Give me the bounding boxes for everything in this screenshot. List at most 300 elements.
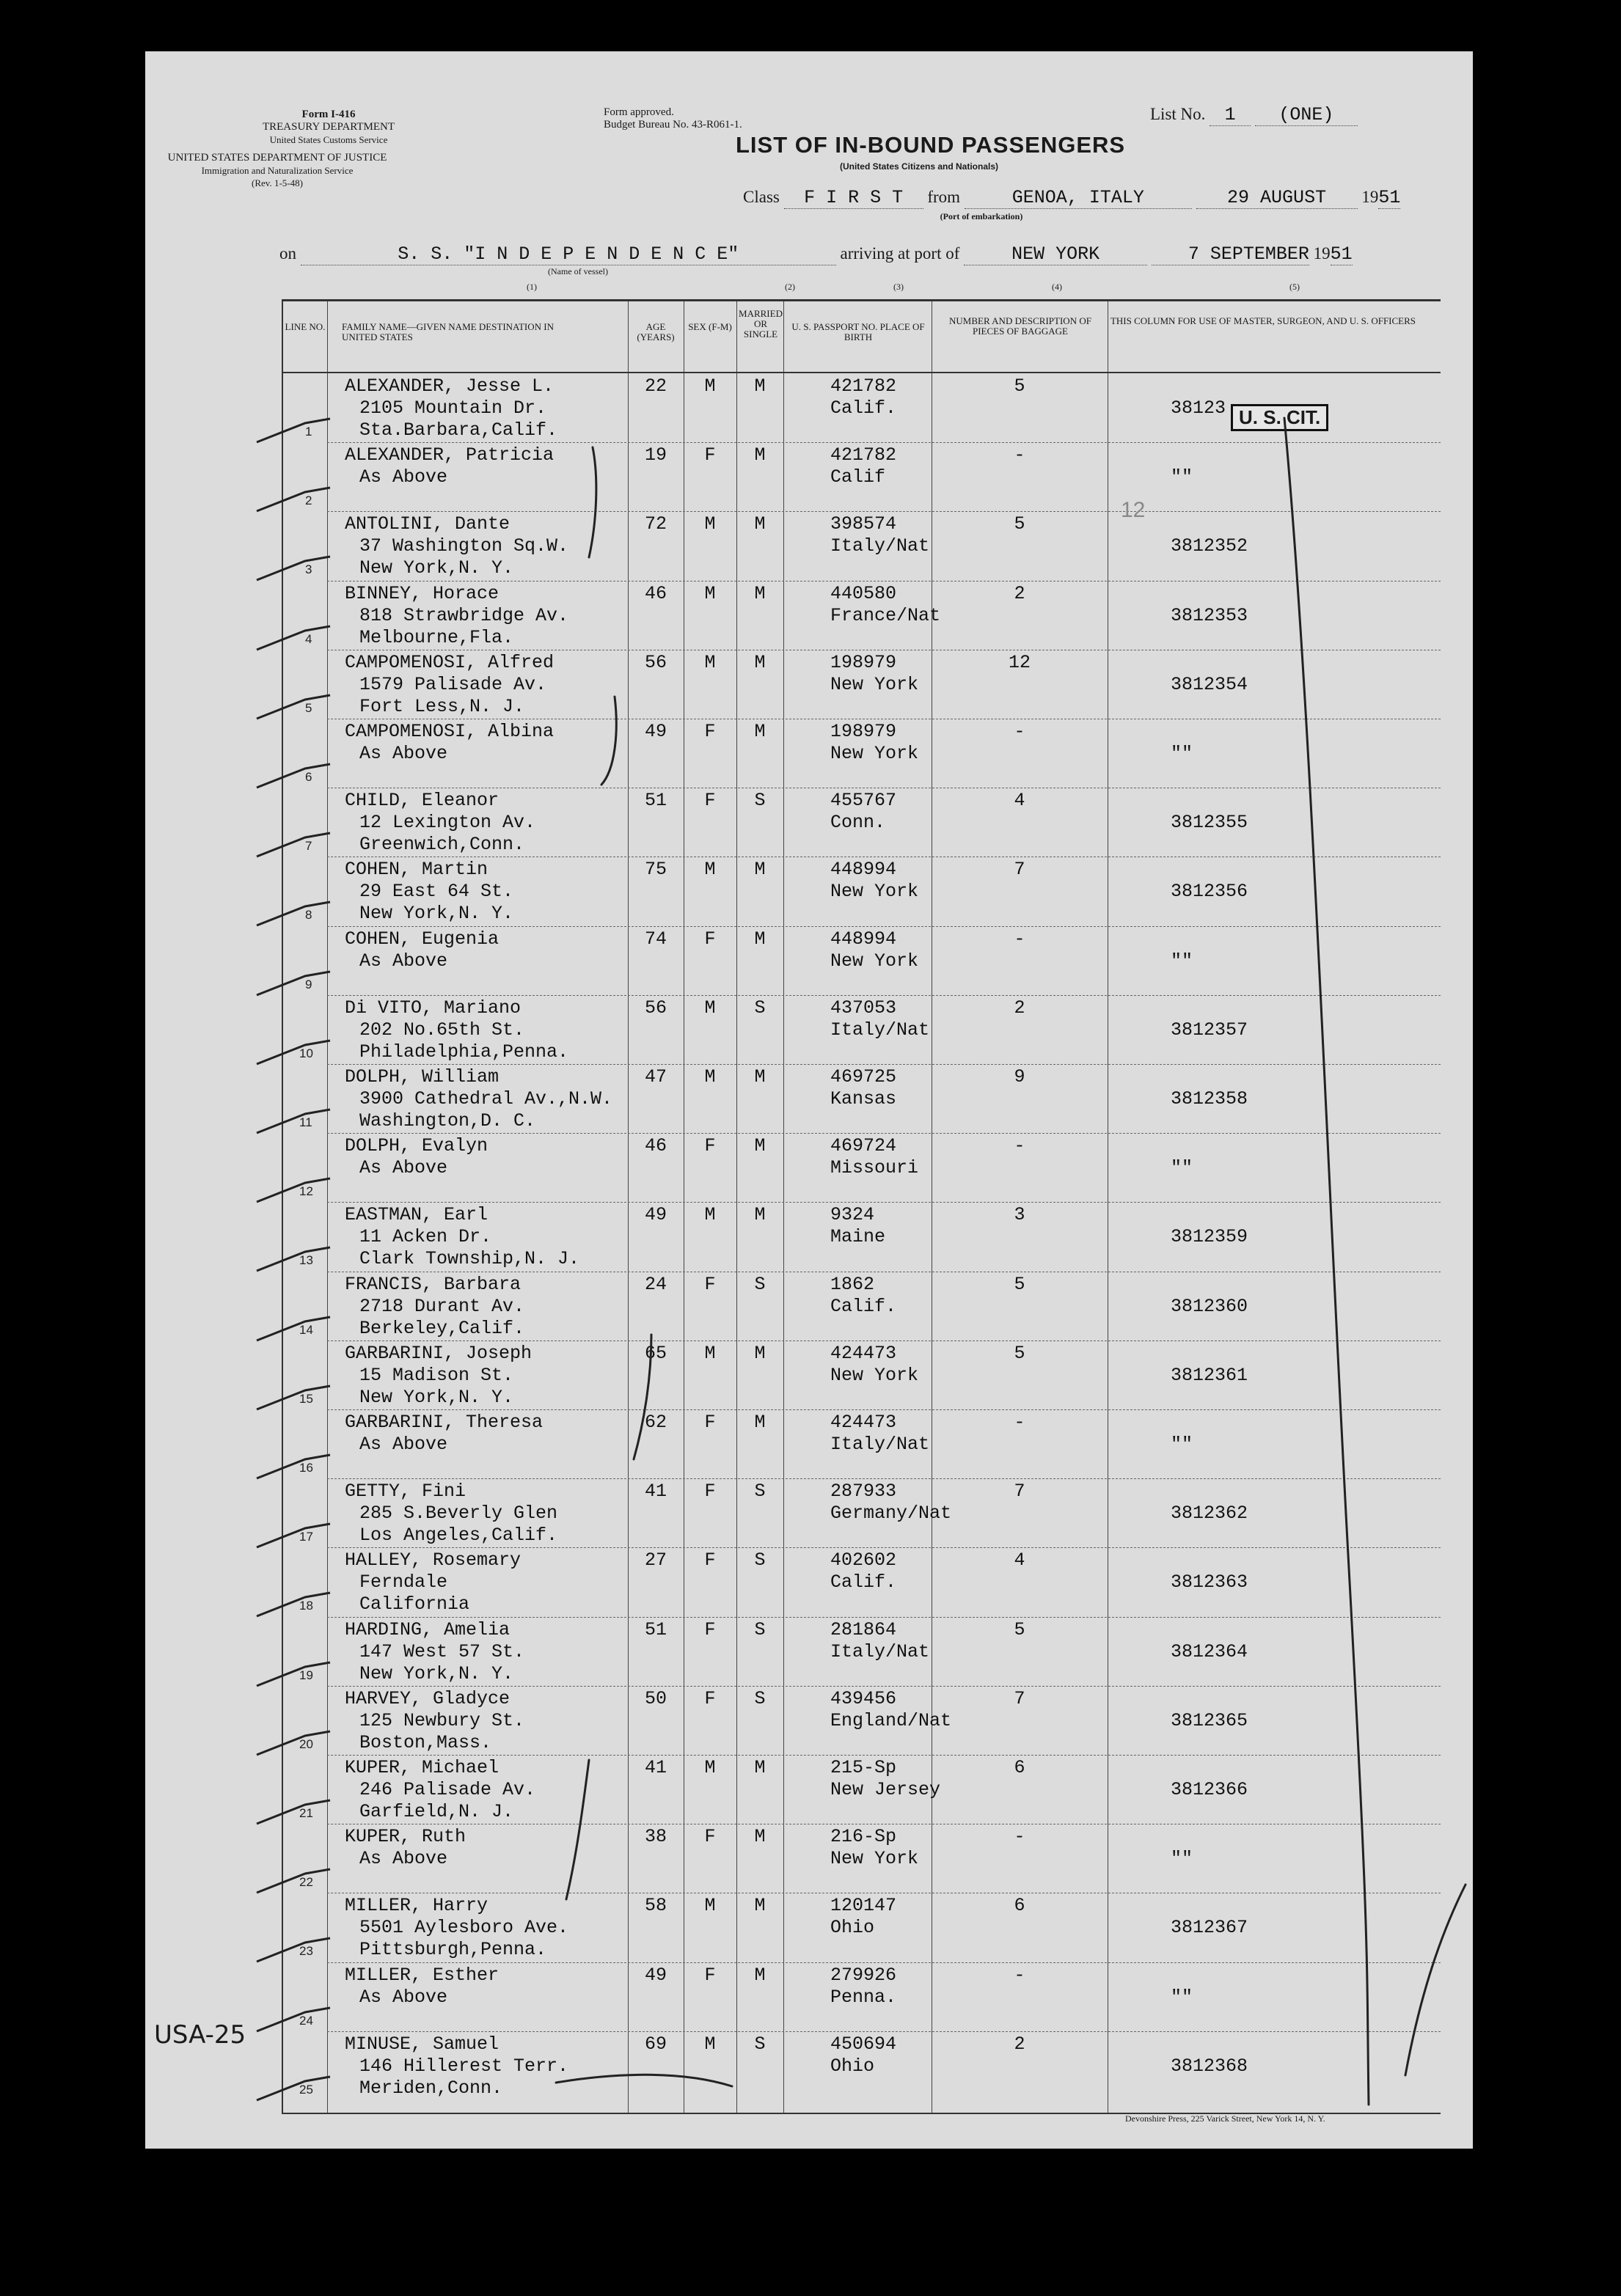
cell-name: MINUSE, Samuel (345, 2033, 500, 2055)
cell-sex: F (704, 1687, 716, 1709)
cell-passport: 421782 (830, 444, 897, 466)
cell-passport: 424473 (830, 1342, 897, 1364)
printer-imprint: Devonshire Press, 225 Varick Street, New York 14, N. Y. (1125, 2113, 1325, 2124)
line-number: 1 (305, 425, 312, 439)
cell-sex: M (704, 1342, 716, 1364)
cell-birth: Calif. (830, 397, 897, 419)
cell-addr1: 2105 Mountain Dr. (359, 397, 547, 419)
header-age: AGE (YEARS) (637, 321, 675, 342)
header-name: FAMILY NAME—GIVEN NAME DESTINATION IN UNITED STATES (342, 321, 555, 342)
cell-ms: M (754, 859, 766, 881)
cell-addr1: 37 Washington Sq.W. (359, 535, 569, 557)
cell-addr2: Fort Less,N. J. (359, 695, 525, 717)
cell-age: 46 (644, 582, 667, 604)
cell-sex: F (704, 928, 716, 950)
cell-sex: M (704, 2033, 716, 2055)
cell-name: DOLPH, William (345, 1066, 500, 1088)
cell-addr2: Greenwich,Conn. (359, 834, 525, 856)
cell-sex: M (704, 1066, 716, 1088)
cell-officer: "" (1171, 1434, 1193, 1455)
cell-passport: 437053 (830, 997, 897, 1019)
cell-birth: Kansas (830, 1088, 897, 1110)
cell-ms: M (754, 1412, 766, 1433)
cell-addr2: Sta.Barbara,Calif. (359, 419, 558, 441)
port-embark-note: (Port of embarkation) (940, 211, 1023, 221)
col-num-4: (4) (1052, 282, 1062, 292)
cell-addr2: Clark Township,N. J. (359, 1248, 580, 1270)
cell-birth: France/Nat (830, 604, 941, 626)
arrival-port: NEW YORK (964, 243, 1147, 265)
cell-name: ALEXANDER, Patricia (345, 444, 555, 466)
cell-sex: F (704, 1481, 716, 1503)
cell-bags: 7 (1014, 1481, 1025, 1503)
cell-addr1: As Above (359, 1986, 448, 2008)
cell-passport: 448994 (830, 859, 897, 881)
line-number: 14 (299, 1322, 313, 1337)
cell-name: MILLER, Harry (345, 1895, 489, 1917)
cell-officer: 3812352 (1171, 535, 1248, 557)
cell-ms: M (754, 444, 766, 466)
cell-passport: 448994 (830, 928, 897, 950)
cell-ms: M (754, 651, 766, 673)
cell-birth: New York (830, 1364, 919, 1386)
cell-ms: M (754, 721, 766, 742)
cell-addr1: As Above (359, 1848, 448, 1870)
cell-age: 72 (644, 513, 667, 535)
line-number: 7 (305, 839, 312, 854)
cell-name: HARDING, Amelia (345, 1618, 511, 1640)
cell-sex: F (704, 1273, 716, 1295)
line-number: 18 (299, 1599, 313, 1613)
cell-addr2: Meriden,Conn. (359, 2077, 503, 2099)
cell-bags: - (1014, 1135, 1025, 1157)
cell-bags: 6 (1014, 1895, 1025, 1917)
cell-addr1: 146 Hillerest Terr. (359, 2055, 569, 2077)
arrival-year: 51 (1330, 243, 1353, 265)
cell-bags: 2 (1014, 582, 1025, 604)
header-passport: U. S. PASSPORT NO. PLACE OF BIRTH (791, 321, 925, 342)
from-label: from (927, 188, 961, 206)
cell-sex: M (704, 1204, 716, 1226)
cell-sex: M (704, 1895, 716, 1917)
class-label: Class (743, 188, 780, 206)
cell-age: 38 (644, 1826, 667, 1848)
line-number: 19 (299, 1668, 313, 1682)
cell-addr2: Philadelphia,Penna. (359, 1041, 569, 1063)
cell-birth: Calif. (830, 1295, 897, 1317)
cell-name: GARBARINI, Theresa (345, 1412, 544, 1433)
line-number: 21 (299, 1806, 313, 1820)
cell-ms: M (754, 1342, 766, 1364)
cell-passport: 9324 (830, 1204, 875, 1226)
cell-age: 51 (644, 1618, 667, 1640)
cell-addr1: 818 Strawbridge Av. (359, 604, 569, 626)
arriving-label: arriving at port of (840, 244, 960, 263)
line-number: 6 (305, 770, 312, 784)
cell-bags: - (1014, 1412, 1025, 1433)
ins-label: Immigration and Naturalization Service (201, 165, 354, 176)
cell-name: GARBARINI, Joseph (345, 1342, 533, 1364)
cell-name: COHEN, Martin (345, 859, 489, 881)
cell-bags: 12 (1008, 651, 1031, 673)
cell-ms: M (754, 513, 766, 535)
cell-sex: M (704, 513, 716, 535)
cell-birth: Italy/Nat (830, 1640, 930, 1662)
cell-ms: S (754, 1618, 766, 1640)
col-num-5: (5) (1289, 282, 1300, 292)
cell-officer: "" (1171, 466, 1193, 488)
cell-addr2: New York,N. Y. (359, 557, 514, 579)
cell-addr1: As Above (359, 950, 448, 972)
margin-number: 12 (1121, 498, 1146, 522)
cell-bags: 5 (1014, 513, 1025, 535)
cell-ms: S (754, 1687, 766, 1709)
cell-age: 75 (644, 859, 667, 881)
cell-sex: F (704, 1412, 716, 1433)
cell-ms: M (754, 928, 766, 950)
cell-name: COHEN, Eugenia (345, 928, 500, 950)
cell-bags: 7 (1014, 1687, 1025, 1709)
cell-passport: 215-Sp (830, 1757, 897, 1778)
cell-addr2: Pittsburgh,Penna. (359, 1939, 547, 1961)
cell-sex: F (704, 1826, 716, 1848)
cell-name: HARVEY, Gladyce (345, 1687, 511, 1709)
cell-passport: 455767 (830, 790, 897, 812)
cell-bags: 4 (1014, 1549, 1025, 1571)
cell-officer: 3812361 (1171, 1364, 1248, 1386)
cell-sex: M (704, 651, 716, 673)
cell-addr1: 1579 Palisade Av. (359, 673, 547, 695)
line-number: 8 (305, 908, 312, 923)
cell-birth: England/Nat (830, 1709, 952, 1731)
cell-age: 50 (644, 1687, 667, 1709)
cell-officer: "" (1171, 950, 1193, 972)
cell-ms: S (754, 1481, 766, 1503)
arrival-year-prefix: 19 (1313, 244, 1331, 263)
cell-name: HALLEY, Rosemary (345, 1549, 522, 1571)
cell-sex: M (704, 997, 716, 1019)
cell-officer: "" (1171, 1848, 1193, 1870)
cell-sex: F (704, 1135, 716, 1157)
cell-age: 47 (644, 1066, 667, 1088)
cell-passport: 198979 (830, 721, 897, 742)
cell-ms: S (754, 997, 766, 1019)
cell-birth: Conn. (830, 812, 886, 834)
cell-name: MILLER, Esther (345, 1964, 500, 1986)
cell-addr1: As Above (359, 743, 448, 764)
cell-age: 58 (644, 1895, 667, 1917)
treasury-label: TREASURY DEPARTMENT (262, 121, 395, 133)
cell-officer: 38123 (1171, 397, 1226, 419)
departure-date: 29 AUGUST (1196, 187, 1358, 209)
cell-birth: New York (830, 1848, 919, 1870)
page-subtitle: (United States Citizens and Nationals) (839, 161, 999, 172)
line-number: 9 (305, 977, 312, 991)
cell-addr1: As Above (359, 1157, 448, 1179)
line-number: 4 (305, 631, 312, 646)
cell-passport: 198979 (830, 651, 897, 673)
line-number: 3 (305, 562, 312, 577)
cell-sex: M (704, 375, 716, 397)
justice-label: UNITED STATES DEPARTMENT OF JUSTICE (167, 152, 387, 164)
class-value: F I R S T (784, 187, 923, 209)
usa-note: USA-25 (154, 2020, 246, 2050)
cell-officer: 3812359 (1171, 1226, 1248, 1248)
cell-officer: 3812355 (1171, 812, 1248, 834)
col-num-1: (1) (527, 282, 537, 292)
cell-birth: Italy/Nat (830, 1434, 930, 1455)
cell-sex: M (704, 582, 716, 604)
form-number: Form I-416 (301, 109, 356, 120)
port-of-embarkation: GENOA, ITALY (965, 187, 1192, 209)
cell-officer: "" (1171, 1157, 1193, 1179)
cell-birth: Italy/Nat (830, 535, 930, 557)
cell-addr1: 5501 Aylesboro Ave. (359, 1917, 569, 1939)
cell-age: 56 (644, 997, 667, 1019)
cell-officer: 3812368 (1171, 2055, 1248, 2077)
cell-bags: 7 (1014, 859, 1025, 881)
header-officers: THIS COLUMN FOR USE OF MASTER, SURGEON, AND U. S. OFFICERS (1110, 315, 1416, 326)
cell-addr1: 3900 Cathedral Av.,N.W. (359, 1088, 613, 1110)
approved-label: Form approved. (604, 106, 674, 118)
cell-passport: 469725 (830, 1066, 897, 1088)
line-number: 17 (299, 1530, 313, 1544)
cell-addr1: 202 No.65th St. (359, 1019, 525, 1041)
cell-age: 22 (644, 375, 667, 397)
cell-ms: M (754, 1826, 766, 1848)
cell-birth: Calif (830, 466, 886, 488)
cell-sex: M (704, 859, 716, 881)
cell-name: GETTY, Fini (345, 1481, 466, 1503)
header-married: MARRIED OR SINGLE (739, 308, 783, 340)
cell-ms: M (754, 1204, 766, 1226)
cell-passport: 287933 (830, 1481, 897, 1503)
cell-bags: - (1014, 1964, 1025, 1986)
cell-name: ANTOLINI, Dante (345, 513, 511, 535)
line-number: 10 (299, 1046, 313, 1060)
line-number: 20 (299, 1736, 313, 1751)
line-number: 22 (299, 1875, 313, 1890)
cell-passport: 120147 (830, 1895, 897, 1917)
cell-bags: 5 (1014, 375, 1025, 397)
cell-addr1: 11 Acken Dr. (359, 1226, 492, 1248)
cell-age: 56 (644, 651, 667, 673)
cell-birth: Ohio (830, 2055, 875, 2077)
cell-ms: M (754, 1895, 766, 1917)
cell-bags: 6 (1014, 1757, 1025, 1778)
line-number: 15 (299, 1391, 313, 1406)
cell-addr2: Washington,D. C. (359, 1110, 536, 1132)
cell-bags: - (1014, 444, 1025, 466)
line-number: 13 (299, 1253, 313, 1268)
cell-birth: New York (830, 743, 919, 764)
cell-sex: F (704, 721, 716, 742)
cell-age: 49 (644, 721, 667, 742)
cell-addr1: Ferndale (359, 1571, 448, 1593)
cell-addr1: As Above (359, 466, 448, 488)
cell-addr1: 12 Lexington Av. (359, 812, 536, 834)
cell-addr2: New York,N. Y. (359, 1386, 514, 1408)
cell-birth: Ohio (830, 1917, 875, 1939)
cell-age: 19 (644, 444, 667, 466)
cell-age: 74 (644, 928, 667, 950)
cell-ms: M (754, 582, 766, 604)
cell-addr1: 15 Madison St. (359, 1364, 514, 1386)
cell-age: 46 (644, 1135, 667, 1157)
line-number: 5 (305, 700, 312, 715)
cell-addr1: 147 West 57 St. (359, 1640, 525, 1662)
cell-name: EASTMAN, Earl (345, 1204, 489, 1226)
col-num-2: (2) (785, 282, 795, 292)
cell-bags: - (1014, 721, 1025, 742)
line-number: 12 (299, 1184, 313, 1199)
pen-marks (145, 51, 1473, 2149)
cell-bags: 3 (1014, 1204, 1025, 1226)
cell-addr1: 246 Palisade Av. (359, 1779, 536, 1800)
cell-age: 41 (644, 1757, 667, 1778)
cell-age: 41 (644, 1481, 667, 1503)
cell-age: 69 (644, 2033, 667, 2055)
cell-sex: M (704, 1757, 716, 1778)
cell-addr2: Boston,Mass. (359, 1731, 492, 1753)
cell-birth: New York (830, 950, 919, 972)
citizenship-stamp: U. S. CIT. (1231, 404, 1328, 431)
header-line-no: LINE NO. (285, 321, 326, 332)
list-no-words: (ONE) (1255, 104, 1358, 126)
cell-passport: 439456 (830, 1687, 897, 1709)
list-no-label: List No. (1150, 105, 1206, 123)
cell-bags: - (1014, 928, 1025, 950)
budget-label: Budget Bureau No. 43-R061-1. (604, 119, 742, 131)
cell-passport: 469724 (830, 1135, 897, 1157)
cell-addr2: New York,N. Y. (359, 1662, 514, 1684)
cell-passport: 216-Sp (830, 1826, 897, 1848)
col-num-3: (3) (893, 282, 904, 292)
cell-bags: 2 (1014, 997, 1025, 1019)
vessel-name: S. S. "I N D E P E N D E N C E" (301, 243, 836, 265)
cell-officer: "" (1171, 743, 1193, 764)
cell-birth: New York (830, 673, 919, 695)
cell-age: 65 (644, 1342, 667, 1364)
cell-sex: F (704, 444, 716, 466)
rev-label: (Rev. 1-5-48) (252, 177, 303, 188)
cell-age: 62 (644, 1412, 667, 1433)
cell-name: BINNEY, Horace (345, 582, 500, 604)
cell-passport: 398574 (830, 513, 897, 535)
cell-officer: 3812363 (1171, 1571, 1248, 1593)
cell-addr1: 125 Newbury St. (359, 1709, 525, 1731)
cell-sex: F (704, 1618, 716, 1640)
cell-officer: 3812366 (1171, 1779, 1248, 1800)
cell-passport: 1862 (830, 1273, 875, 1295)
cell-birth: Penna. (830, 1986, 897, 2008)
cell-addr1: As Above (359, 1434, 448, 1455)
cell-bags: 9 (1014, 1066, 1025, 1088)
cell-officer: "" (1171, 1986, 1193, 2008)
cell-officer: 3812357 (1171, 1019, 1248, 1041)
cell-age: 51 (644, 790, 667, 812)
cell-bags: 5 (1014, 1342, 1025, 1364)
cell-ms: M (754, 1757, 766, 1778)
cell-birth: Missouri (830, 1157, 919, 1179)
cell-bags: - (1014, 1826, 1025, 1848)
customs-label: United States Customs Service (269, 134, 388, 145)
line-number: 23 (299, 1944, 313, 1959)
arrival-date: 7 SEPTEMBER (1152, 243, 1309, 265)
cell-sex: F (704, 1549, 716, 1571)
cell-ms: S (754, 1273, 766, 1295)
line-number: 11 (299, 1115, 312, 1129)
page-title: LIST OF IN-BOUND PASSENGERS (736, 132, 1126, 158)
cell-age: 49 (644, 1964, 667, 1986)
cell-age: 49 (644, 1204, 667, 1226)
cell-ms: S (754, 790, 766, 812)
cell-age: 27 (644, 1549, 667, 1571)
header-baggage: NUMBER AND DESCRIPTION OF PIECES OF BAGGAGE (949, 315, 1091, 337)
departure-year: 51 (1378, 187, 1401, 208)
cell-officer: 3812367 (1171, 1917, 1248, 1939)
cell-passport: 402602 (830, 1549, 897, 1571)
cell-addr2: Garfield,N. J. (359, 1801, 514, 1822)
cell-bags: 5 (1014, 1618, 1025, 1640)
cell-passport: 450694 (830, 2033, 897, 2055)
cell-name: CAMPOMENOSI, Albina (345, 721, 555, 742)
cell-ms: M (754, 1066, 766, 1088)
cell-addr2: New York,N. Y. (359, 903, 514, 925)
cell-ms: M (754, 1964, 766, 1986)
cell-bags: 4 (1014, 790, 1025, 812)
on-label: on (279, 244, 296, 263)
cell-sex: F (704, 1964, 716, 1986)
vessel-note: (Name of vessel) (548, 266, 608, 276)
cell-sex: F (704, 790, 716, 812)
line-number: 24 (299, 2013, 313, 2028)
cell-addr1: 285 S.Beverly Glen (359, 1503, 558, 1525)
cell-birth: Calif. (830, 1571, 897, 1593)
cell-passport: 440580 (830, 582, 897, 604)
line-number: 16 (299, 1461, 313, 1475)
cell-officer: 3812360 (1171, 1295, 1248, 1317)
cell-name: Di VITO, Mariano (345, 997, 522, 1019)
cell-passport: 421782 (830, 375, 897, 397)
cell-officer: 3812358 (1171, 1088, 1248, 1110)
cell-addr1: 2718 Durant Av. (359, 1295, 525, 1317)
cell-officer: 3812354 (1171, 673, 1248, 695)
cell-age: 24 (644, 1273, 667, 1295)
cell-birth: New York (830, 881, 919, 903)
cell-officer: 3812356 (1171, 881, 1248, 903)
cell-birth: Germany/Nat (830, 1503, 952, 1525)
departure-year-prefix: 19 (1361, 188, 1379, 206)
list-no-value: 1 (1210, 104, 1251, 126)
cell-ms: S (754, 1549, 766, 1571)
cell-birth: New Jersey (830, 1779, 941, 1800)
cell-name: CAMPOMENOSI, Alfred (345, 651, 555, 673)
cell-bags: 5 (1014, 1273, 1025, 1295)
cell-name: DOLPH, Evalyn (345, 1135, 489, 1157)
line-number: 25 (299, 2082, 313, 2097)
cell-name: KUPER, Ruth (345, 1826, 466, 1848)
cell-passport: 281864 (830, 1618, 897, 1640)
cell-ms: S (754, 2033, 766, 2055)
cell-name: KUPER, Michael (345, 1757, 500, 1778)
cell-officer: 3812353 (1171, 604, 1248, 626)
cell-name: CHILD, Eleanor (345, 790, 500, 812)
cell-ms: M (754, 1135, 766, 1157)
line-number: 2 (305, 494, 312, 508)
cell-addr2: Melbourne,Fla. (359, 626, 514, 648)
cell-addr2: California (359, 1593, 470, 1615)
